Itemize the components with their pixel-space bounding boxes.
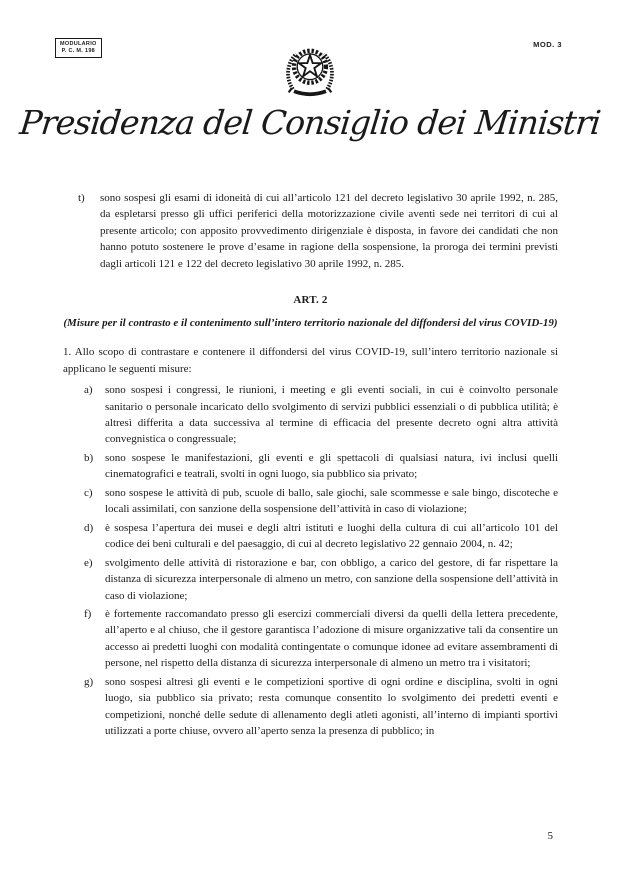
mod-number-label: MOD. 3 bbox=[533, 40, 562, 49]
measure-item-b-text: sono sospese le manifestazioni, gli eventi e gli spettacoli di qualsiasi natura, ivi inclusi quelli cinematografici e teatrali, svolti in ogni luogo, sia pubblico sia privato; bbox=[105, 451, 558, 481]
article-intro-paragraph: 1. Allo scopo di contrastare e contenere il diffondersi del virus COVID-19, sull’intero territorio nazionale si applicano le seguenti misure: bbox=[63, 346, 558, 375]
measure-item-a-text: sono sospesi i congressi, le riunioni, i meeting e gli eventi sociali, in cui è coinvolto personale sanitario o personale incaricato dello svolgimento di servizi pubblici essenziali o di pubblica utilità; è altresì differita a data successiva al termine di efficacia del presente decreto ogni altra attività convegnistica o congressuale; bbox=[105, 384, 558, 446]
measure-item-a bbox=[63, 382, 558, 448]
measure-item-f bbox=[63, 606, 558, 672]
measure-item-b bbox=[63, 450, 558, 483]
measure-item-g-text: sono sospesi altresì gli eventi e le competizioni sportive di ogni ordine e disciplina, svolti in ogni luogo, sia pubblico sia privato; resta comunque consentito lo svolgimento dei predetti eventi e competizioni, nonché delle sedute di allenamento degli atleti agonisti, all’interno di impianti sportivi utilizzati a porte chiuse, ovvero all’aperto senza la presenza di pubblico; in bbox=[105, 675, 558, 738]
measure-item-c bbox=[63, 485, 558, 518]
measure-item-f-label: f) bbox=[84, 607, 92, 620]
article-subtitle: (Misure per il contrasto e il contenimento sull’intero territorio nazionale del diffondersi del virus COVID-19) bbox=[63, 316, 558, 329]
header-script-title: Presidenza del Consiglio dei Ministri bbox=[17, 103, 603, 142]
document-header bbox=[0, 0, 620, 178]
document-body bbox=[63, 190, 558, 740]
measures-list bbox=[63, 382, 558, 740]
list-item-t-label: t) bbox=[78, 192, 85, 204]
modulario-stamp-line1: MODULARIO bbox=[60, 41, 97, 47]
measure-item-e bbox=[63, 555, 558, 604]
measure-item-e-label: e) bbox=[84, 556, 93, 569]
measure-item-c-label: c) bbox=[84, 486, 93, 499]
measure-item-d bbox=[63, 520, 558, 553]
measure-item-b-label: b) bbox=[84, 451, 94, 464]
measure-item-d-label: d) bbox=[84, 521, 94, 534]
page-number: 5 bbox=[547, 830, 553, 842]
modulario-stamp bbox=[55, 38, 102, 58]
measure-item-g bbox=[63, 674, 558, 740]
measure-item-d-text: è sospesa l’apertura dei musei e degli altri istituti e luoghi della cultura di cui all’articolo 101 del codice dei beni culturali e del paesaggio, di cui al decreto legislativo 22 gennaio 2004, n. 42; bbox=[105, 521, 558, 551]
measure-item-f-text: è fortemente raccomandato presso gli esercizi commerciali diversi da quelli della lettera precedente, all’aperto e al chiuso, che il gestore garantisca l’adozione di misure organizzative tali da consentire un accesso ai predetti luoghi con modalità contingentate o comunque idonee ad evitare assembramenti di persone, nel rispetto della distanza di sicurezza interpersonale di almeno un metro tra i visitatori; bbox=[105, 607, 558, 670]
measure-item-g-label: g) bbox=[84, 675, 94, 688]
article-heading: ART. 2 bbox=[293, 294, 328, 307]
italy-emblem-icon bbox=[278, 40, 342, 107]
measure-item-a-label: a) bbox=[84, 384, 93, 397]
measure-item-c-text: sono sospese le attività di pub, scuole di ballo, sale giochi, sale scommesse e sale bingo, discoteche e locali assimilati, con sanzione della sospensione dell’attività in caso di violazione; bbox=[105, 486, 558, 516]
list-item-t-text: sono sospesi gli esami di idoneità di cui all’articolo 121 del decreto legislativo 30 aprile 1992, n. 285, da espletarsi presso gli uffici periferici della motorizzazione civile aventi sede nei territori di cui al presente articolo; con apposito provvedimento dirigenziale è disposta, in favore dei candidati che non hanno potuto sostenere le prove d’esame in ragione della sospensione, la proroga dei termini previsti dagli articoli 121 e 122 del decreto legislativo 30 aprile 1992, n. 285. bbox=[100, 192, 558, 270]
measure-item-e-text: svolgimento delle attività di ristorazione e bar, con obbligo, a carico del gestore, di far rispettare la distanza di sicurezza interpersonale di almeno un metro, con sanzione della sospensione dell’attività in caso di violazione; bbox=[105, 556, 558, 602]
modulario-stamp-line2: P. C. M. 198 bbox=[61, 48, 96, 54]
list-item-t bbox=[63, 190, 558, 272]
